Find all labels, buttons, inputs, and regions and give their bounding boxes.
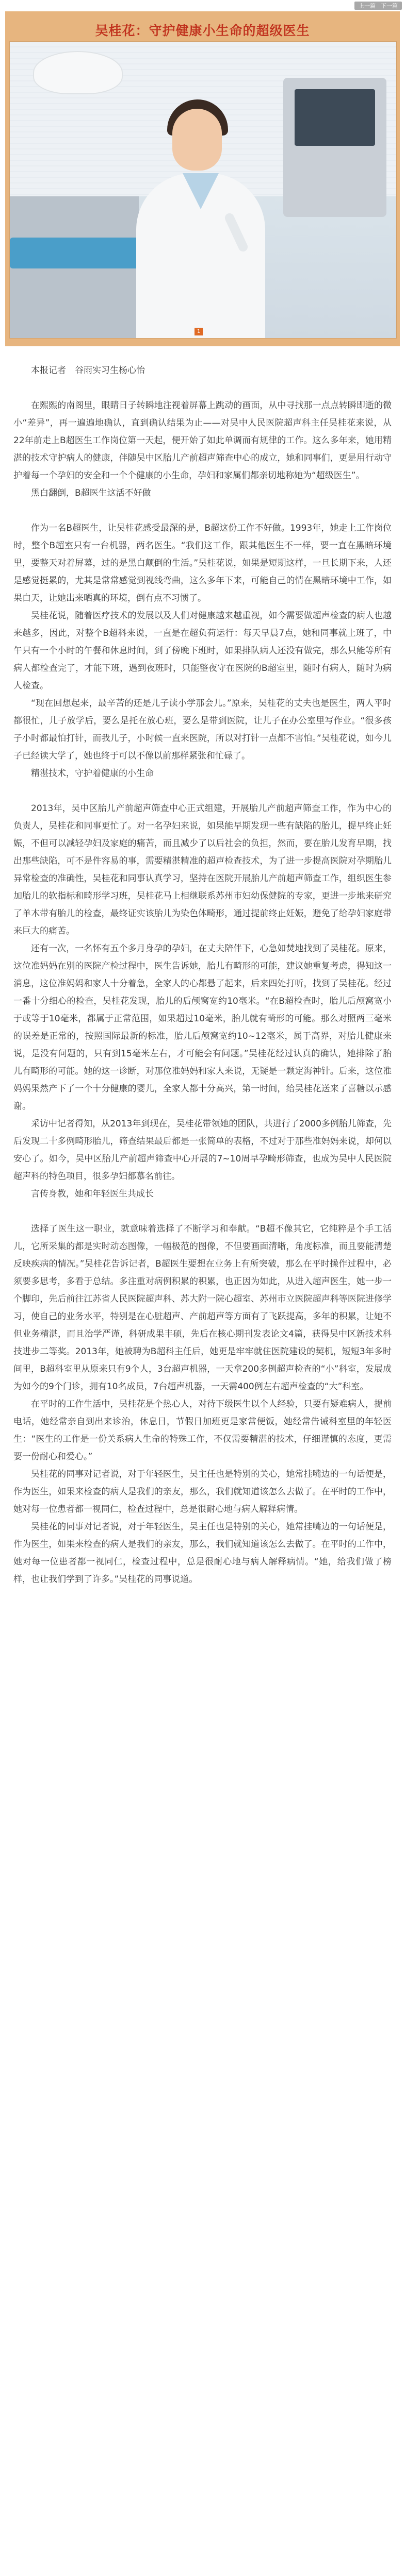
top-bar — [0, 0, 405, 11]
section-heading: 黑白翻倒，B超医生这活不好做 — [31, 488, 151, 498]
article-body — [13, 362, 392, 1588]
machine-screen — [295, 89, 375, 146]
article-byline: 本报记者 谷雨实习生杨心怡 — [31, 365, 145, 376]
article-title: 吴桂花：守护健康小生命的超级医生 — [95, 23, 310, 38]
article-paragraph: 在熙熙的南阁里，眼睛日子转瞬地注视着屏幕上跳动的画面，从中寻找那一点点转瞬即逝的微小“差异”，再一遍遍地确认，直到确认结果为止——对吴中人民医院超声科主任吴桂花来说，从22年前走上B超医生工作岗位第一天起，便开始了如此单调而有规律的工作。这么多年来，她用精湛的技术守护病人的健康，伴随吴中区胎儿产前超声筛查中心的成立，她和同事们，更是用行动守护着每一个孕妇的安全和一个个健康的小生命，孕妇和家属们都亲切地称她为“超级医生”。 — [13, 400, 392, 481]
article-paragraph: 还有一次，一名怀有五个多月身孕的孕妇，在丈夫陪伴下，心急如焚地找到了吴桂花。原来，这位准妈妈在别的医院产检过程中，医生告诉她，胎儿有畸形的可能，建议她重复考虑，得知这一消息，这位准妈妈和家人十分着急，全家人的心都悬了起来，后来四处打听，找到了吴桂花。经过一番十分细心的检查，吴桂花发现，胎儿的后颅窝宽约10毫米。“在B超检查时，胎儿后颅窝宽小于或等于10毫米，都属于正常范围，如果超过10毫米，胎儿就有畸形的可能。那么对照两三毫米的误差是正常的，按照国际最新的标准，胎儿后颅窝宽约10~12毫米，属于高界，对胎儿健康来说，是没有问题的，只有到15毫米左右，才可能会有问题。”吴桂花经过认真的确认，她排除了胎儿有畸形的可能。她的这一诊断，对那位准妈妈和家人来说，无疑是一颗定海神针。后来，这位准妈妈果然产下了一个十分健康的婴儿，全家人都十分高兴，第一时间，给吴桂花送来了喜糖以示感谢。 — [13, 944, 392, 1112]
paragraph-spacer — [13, 502, 392, 519]
article-paragraph: 作为一名B超医生，让吴桂花感受最深的是，B超这份工作不好做。1993年，她走上工作岗位时，整个B超室只有一台机器，两名医生。“我们这工作，跟其他医生不一样，要一直在黑暗环境里，要整天对着屏幕，过的是黑白颠倒的生活。”吴桂花说，如果是短期这样，一旦长期下来，人还是感觉挺累的，尤其是常常感觉到视线弯曲，这么多年下来，可能自己的情在黑暗环境中工作，如果白天，让她出来晒真的环境，倒有点不习惯了。 — [13, 523, 392, 603]
article-paragraph: “现在回想起来，最辛苦的还是儿子读小学那会儿。”原来，吴桂花的丈夫也是医生，两人平时都很忙，儿子放学后，要么是托在放心班，要么是带到医院，让儿子在办公室里写作业。“很多孩子小时都最怕打针，而我儿子，小时候一直来医院，所以对打针一点都不害怕。”吴桂花说，如今儿子已经读大学了，她也终于可以不像以前那样紧张和忙碌了。 — [13, 698, 392, 761]
article-header-card — [5, 11, 400, 346]
section-heading: 言传身教，她和年轻医生共成长 — [31, 1189, 154, 1199]
paragraph-spacer — [13, 379, 392, 397]
paragraph-spacer — [13, 1203, 392, 1220]
doctor-face — [172, 109, 222, 171]
article-paragraph: 采访中记者得知，从2013年到现在，吴桂花带领她的团队，共进行了2000多例胎儿筛查，先后发现二十多例畸形胎儿，筛查结果最后都是一张简单的表格，不过对于那些准妈妈来说，却何以安心了。如今，吴中区胎儿产前超声筛查中心开展的7~10周早孕畸形筛查，也成为吴中人民医院超声科的特色项目，很多孕妇都慕名前往。 — [13, 1119, 392, 1182]
ceiling-lamp — [33, 51, 123, 94]
article-photo — [9, 41, 397, 339]
section-heading: 精湛技术，守护着健康的小生命 — [31, 768, 154, 779]
paragraph-spacer — [13, 782, 392, 800]
article-paragraph: 吴桂花的同事对记者说，对于年轻医生，吴主任也是特别的关心，她常挂嘴边的一句话便是，作为医生，如果来检查的病人是我们的亲友，那么，我们就知道该怎么去做了。在平时的工作中，她对每一位患者都一视同仁，检查过程中，总是很耐心地与病人解释病情。 — [13, 1469, 392, 1514]
article-paragraph: 选择了医生这一职业，就意味着选择了不断学习和奉献。“B超不像其它，它纯粹是个手工活儿，它所采集的都是实时动态图像，一幅极范的图像，不但要画面清晰，角度标准，而且要能清楚反映疾病的情况。”吴桂花告诉记者，B超医生要想在业务上有所突破，那么在平时操作过程中，必须要多思考，多看于总结。多注重对病例积累的积累，也正因为如此，从进入超声医生，她一步一个脚印，先后前往江苏省人民医院超声科、苏大附一院心超室、苏州市立医院超声科等医院进修学习，使自己的业务水平，特别是在心脏超声、产前超声等方面有了飞跃提高，多年的积累，让她不但业务精湛，而且治学严谨，科研成果丰硕，先后在核心期刊发表论文4篇，获得吴中区新技术科技进步二等奖。2013年，她被聘为B超科主任后，她更是牢牢就住医院建设的契机，短短3年多时间里，B超科室里从原来只有9个人，3台超声机器，一天拿200多例超声检查的“小”科室，发展成为如今的9个门诊，拥有10名成员，7台超声机器，一天需400例左右超声检查的“大”科室。 — [13, 1224, 392, 1392]
article-paragraph: 在平时的工作生活中，吴桂花是个热心人，对待下级医生以个人经验，只要有疑难病人，提前电话，她经常亲自到出来诊治，休息日，节假日加班更是家常便饭，她经常告诫科室里的年轻医生：“医生的工作是一份关系病人生命的特殊工作，不仅需要精湛的技术，仔细谨慎的态度，更需要一份耐心和爱心。” — [13, 1399, 392, 1462]
article-paragraph: 2013年，吴中区胎儿产前超声筛查中心正式组建，开展胎儿产前超声筛查工作，作为中心的负责人，吴桂花和同事更忙了。对一名孕妇来说，如果能早期发现一些有缺陷的胎儿，提早终止妊娠，不但可以减轻孕妇及家庭的痛苦，而且减少了以后社会的负担，然而，要在胎儿发育早期，找出那些缺陷，可不是件容易的事，需要精湛精准的超声检查技术，为了进一步提高医院对孕期胎儿异常检查的准确性，吴桂花和同事认真学习，坚持在医院开展胎儿产前超声筛查工作，组织医生参加胎儿的软指标和畸形学习班，吴桂花马上相继联系苏州市妇幼保健院的专家，更进一步地来研究了单木带有胎儿的检查，最终证实该胎儿为染色体畸形，通过提前终止妊娠，避免了给孕妇家庭带来巨大的痛苦。 — [13, 803, 392, 936]
article-paragraph: 吴桂花的同事对记者说，对于年轻医生，吴主任也是特别的关心，她常挂嘴边的一句话便是，作为医生，如果来检查的病人是我们的亲友，那么，我们就知道该怎么去做了。在平时的工作中，她对每一位患者都一视同仁，检查过程中，总是很耐心地与病人解释病情。“她，给我们做了榜样，也让我们学到了许多。”吴桂花的同事说道。 — [13, 1522, 392, 1585]
article-nav — [354, 2, 402, 10]
photo-page-badge: 1 — [195, 328, 203, 335]
prev-article-link[interactable]: 上一篇 — [359, 3, 376, 9]
next-article-link[interactable]: 下一篇 — [381, 3, 398, 9]
article-paragraph: 吴桂花说，随着医疗技术的发展以及人们对健康越来越重视，如今需要做超声检查的病人也越来越多，因此，对整个B超科来说，一直是在超负荷运行：每天早晨7点，她和同事就上班了，中午只有一个小时的午餐和休息时间，到了傍晚下班时，如果排队病人还没有做完，那么只能等所有病人都检查完了，才能下班，遇到夜班时，只能整夜守在医院的B超室里，随时有病人，随时为病人检查。 — [13, 611, 392, 691]
